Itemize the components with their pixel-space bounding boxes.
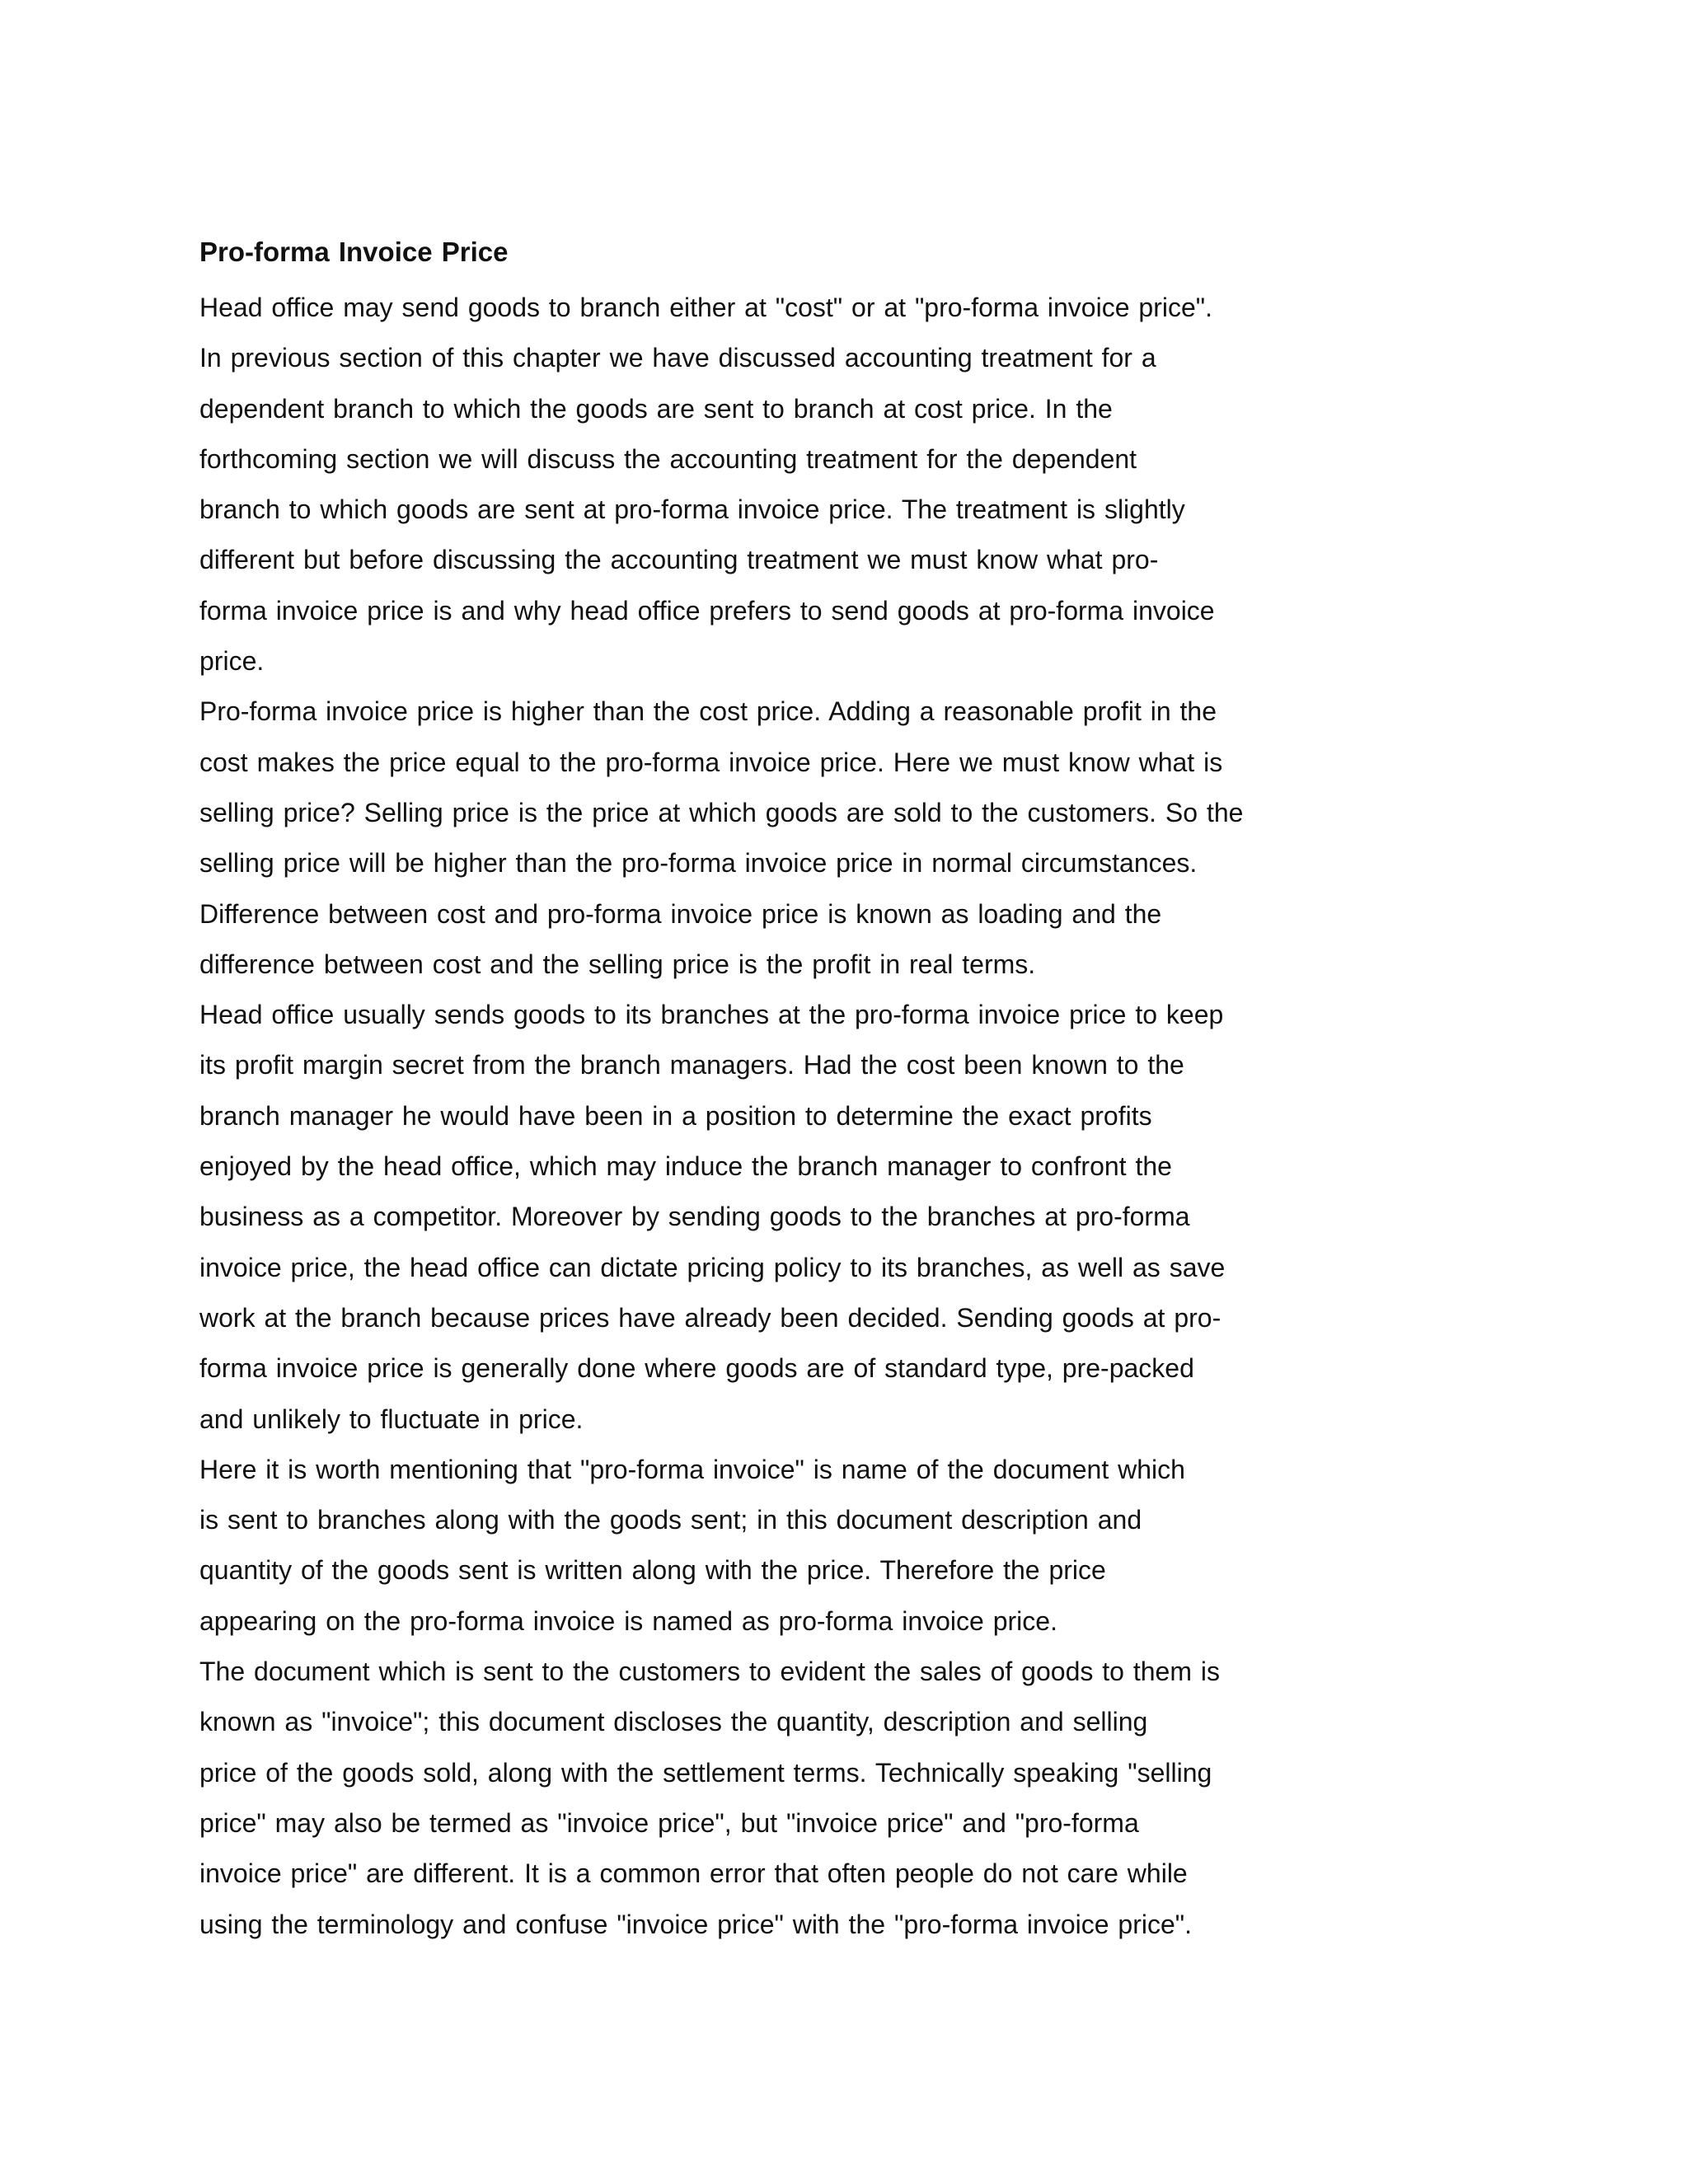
text-line: dependent branch to which the goods are sent to branch at cost price. In the [199,393,1113,424]
text-line: invoice price" are different. It is a common error that often people do not care while [199,1858,1188,1889]
text-line: is sent to branches along with the goods sent; in this document description and [199,1505,1142,1535]
text-line: using the terminology and confuse "invoice price" with the "pro-forma invoice price". [199,1909,1193,1939]
text-line: price of the goods sold, along with the settlement terms. Technically speaking "selling [199,1757,1212,1788]
text-line: price. [199,646,265,677]
text-line: Difference between cost and pro-forma invoice price is known as loading and the [199,898,1162,929]
text-line: Head office may send goods to branch either at "cost" or at "pro-forma invoice price". [199,293,1212,322]
text-line: invoice price, the head office can dictate pricing policy to its branches, as well as save [199,1252,1226,1282]
text-line: The document which is sent to the customers to evident the sales of goods to them is [199,1657,1220,1687]
text-line: In previous section of this chapter we have discussed accounting treatment for a [199,343,1156,373]
text-line: Here it is worth mentioning that "pro-forma invoice" is name of the document which [199,1454,1185,1484]
text-line: difference between cost and the selling price is the profit in real terms. [199,949,1036,979]
text-line: and unlikely to fluctuate in price. [199,1404,584,1434]
text-line: cost makes the price equal to the pro-forma invoice price. Here we must know what is [199,747,1223,777]
text-line: different but before discussing the accounting treatment we must know what pro- [199,545,1159,575]
text-line: business as a competitor. Moreover by sending goods to the branches at pro-forma [199,1202,1190,1232]
text-line: price" may also be termed as "invoice price", but "invoice price" and "pro-forma [199,1807,1139,1838]
text-line: selling price will be higher than the pro-forma invoice price in normal circumstances. [199,848,1198,879]
text-line: Head office usually sends goods to its branches at the pro-forma invoice price to keep [199,1000,1224,1030]
section-title: Pro-forma Invoice Price [199,237,509,267]
text-line: known as "invoice"; this document discloses the quantity, description and selling [199,1707,1148,1737]
text-line: forthcoming section we will discuss the accounting treatment for the dependent [199,443,1137,474]
text-line: appearing on the pro-forma invoice is named as pro-forma invoice price. [199,1605,1057,1636]
text-line: work at the branch because prices have already been decided. Sending goods at pro- [199,1302,1221,1333]
text-line: forma invoice price is generally done where goods are of standard type, pre-packed [199,1353,1194,1384]
text-line: branch manager he would have been in a position to determine the exact profits [199,1100,1152,1131]
document-body [199,232,1296,1950]
text-line: its profit margin secret from the branch managers. Had the cost been known to the [199,1050,1184,1080]
text-line: enjoyed by the head office, which may induce the branch manager to confront the [199,1151,1172,1182]
text-line: branch to which goods are sent at pro-forma invoice price. The treatment is slightly [199,494,1185,525]
text-line: quantity of the goods sent is written along with the price. Therefore the price [199,1555,1106,1586]
text-line: Pro-forma invoice price is higher than the cost price. Adding a reasonable profit in the [199,696,1217,727]
text-line: selling price? Selling price is the price at which goods are sold to the customers. So the [199,797,1244,827]
text-line: forma invoice price is and why head office prefers to send goods at pro-forma invoice [199,595,1215,626]
